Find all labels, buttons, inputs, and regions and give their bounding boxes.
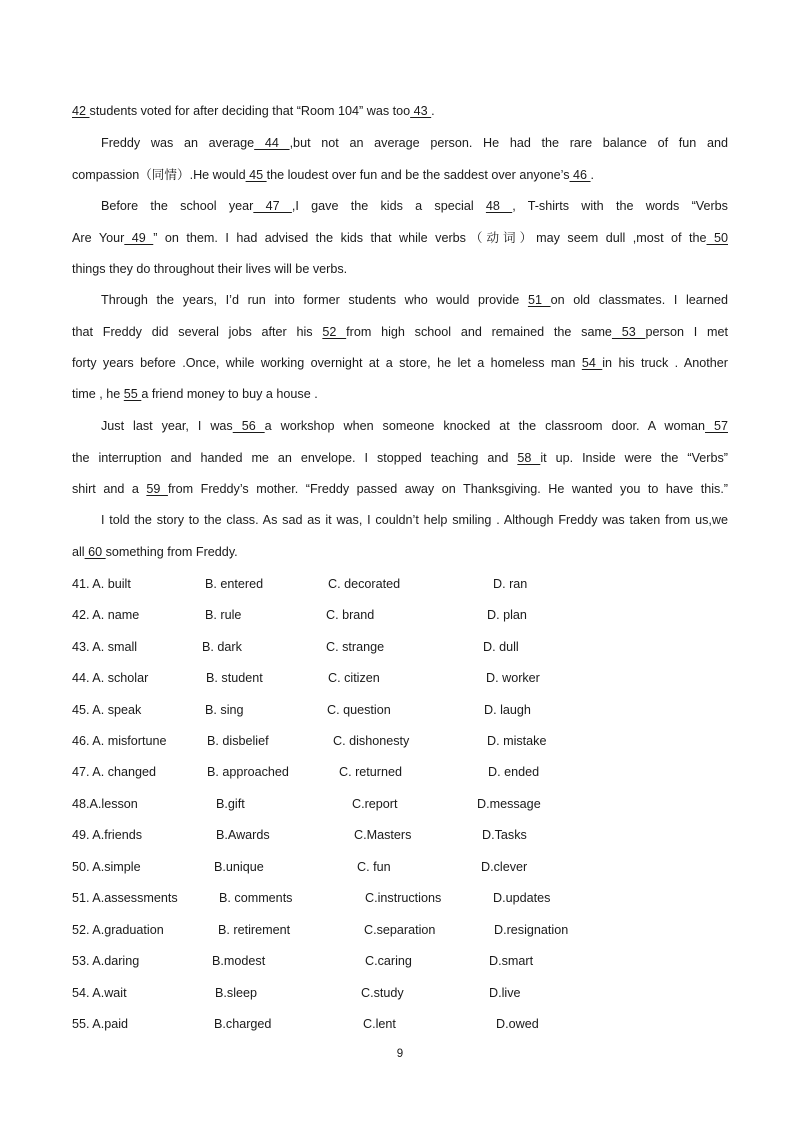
- option-d: D. dull: [483, 640, 519, 654]
- blank-52: 52: [322, 325, 347, 339]
- option-b: B. sing: [205, 703, 244, 717]
- option-c: C.caring: [365, 954, 412, 968]
- option-c: C. returned: [339, 765, 402, 779]
- passage-line-8: that Freddy did several jobs after his 52 from high school and remained the same 53 person I met: [72, 325, 729, 339]
- passage-line-13: shirt and a 59 from Freddy’s mother. “Freddy passed away on Thanksgiving. He wanted you to have this.”: [72, 482, 729, 496]
- option-a: 54. A.wait: [72, 986, 127, 1000]
- blank-54: 54: [581, 356, 603, 370]
- passage-line-2: Freddy was an average 44 ,but not an average person. He had the rare balance of fun and: [101, 136, 728, 150]
- passage-line-7: Through the years, I’d run into former students who would provide 51 on old classmates. I learned: [101, 293, 728, 307]
- passage-line-4: Before the school year 47 ,I gave the kids a special 48 , T-shirts with the words “Verbs: [101, 199, 728, 213]
- option-c: C.Masters: [354, 828, 412, 842]
- question-42: [72, 607, 728, 623]
- option-d: D. ran: [493, 577, 528, 591]
- option-d: D. worker: [486, 671, 540, 685]
- page-number: 9: [396, 1048, 404, 1060]
- blank-46: 46: [569, 168, 591, 182]
- option-c: C.instructions: [365, 891, 442, 905]
- option-b: B.Awards: [216, 828, 270, 842]
- passage-line-14: I told the story to the class. As sad as it was, I couldn’t help smiling . Although Freddy was taken from us,we: [101, 513, 728, 527]
- option-b: B. entered: [205, 577, 264, 591]
- blank-43: 43: [410, 104, 432, 118]
- blank-57: 57: [705, 419, 728, 433]
- option-b: B. comments: [219, 891, 293, 905]
- option-d: D.updates: [493, 891, 551, 905]
- option-b: B. dark: [202, 640, 242, 654]
- blank-44: 44: [254, 136, 290, 150]
- blank-56: 56: [232, 419, 265, 433]
- option-b: B. approached: [207, 765, 289, 779]
- option-b: B.sleep: [215, 986, 258, 1000]
- option-b: B. retirement: [218, 923, 291, 937]
- option-c: C. decorated: [328, 577, 401, 591]
- option-d: D. ended: [488, 765, 540, 779]
- question-46: [72, 733, 728, 749]
- option-b: B.unique: [214, 860, 264, 874]
- blank-60: 60: [84, 545, 106, 559]
- option-b: B.charged: [214, 1017, 272, 1031]
- question-48: [72, 796, 728, 812]
- blank-58: 58: [517, 451, 541, 465]
- option-a: 41. A. built: [72, 577, 131, 591]
- passage-line-6: things they do throughout their lives will be verbs.: [72, 262, 348, 276]
- option-c: C. dishonesty: [333, 734, 410, 748]
- option-c: C.separation: [364, 923, 436, 937]
- passage-line-11: Just last year, I was 56 a workshop when someone knocked at the classroom door. A woman 57: [101, 419, 728, 433]
- question-52: [72, 922, 728, 938]
- passage-line-3: compassion（同情）.He would 45 the loudest over fun and be the saddest over anyone’s 46 .: [72, 168, 595, 182]
- passage-line-5: Are Your 49 ” on them. I had advised the kids that while verbs（动词）may seem dull ,most of the 50: [72, 231, 728, 245]
- blank-42: 42: [72, 104, 90, 118]
- option-a: 43. A. small: [72, 640, 138, 654]
- question-47: [72, 764, 728, 780]
- option-d: D.owed: [496, 1017, 539, 1031]
- passage-line-10: time , he 55 a friend money to buy a house .: [72, 387, 318, 401]
- blank-55: 55: [123, 387, 142, 401]
- option-a: 46. A. misfortune: [72, 734, 167, 748]
- option-d: D.live: [489, 986, 521, 1000]
- question-53: [72, 953, 728, 969]
- question-49: [72, 827, 728, 843]
- option-a: 44. A. scholar: [72, 671, 149, 685]
- option-c: C.study: [361, 986, 404, 1000]
- option-c: C.lent: [363, 1017, 396, 1031]
- blank-51: 51: [527, 293, 551, 307]
- question-50: [72, 859, 728, 875]
- option-b: B. disbelief: [207, 734, 269, 748]
- option-d: D. laugh: [484, 703, 531, 717]
- question-43: [72, 639, 728, 655]
- option-d: D.clever: [481, 860, 528, 874]
- question-51: [72, 890, 728, 906]
- option-c: C. citizen: [328, 671, 380, 685]
- blank-47: 47: [253, 199, 292, 213]
- passage-line-9: forty years before .Once, while working overnight at a store, he let a homeless man 54 in his truck . Another: [72, 356, 728, 370]
- option-a: 50. A.simple: [72, 860, 141, 874]
- option-a: 48.A.lesson: [72, 797, 138, 811]
- option-b: B. student: [206, 671, 263, 685]
- option-d: D. mistake: [487, 734, 547, 748]
- passage-line-12: the interruption and handed me an envelope. I stopped teaching and 58 it up. Inside were the “Verbs”: [72, 451, 728, 465]
- blank-59: 59: [146, 482, 168, 496]
- option-b: B.modest: [212, 954, 266, 968]
- blank-49: 49: [124, 231, 154, 245]
- question-54: [72, 985, 728, 1001]
- option-a: 55. A.paid: [72, 1017, 129, 1031]
- option-a: 42. A. name: [72, 608, 140, 622]
- option-d: D.Tasks: [482, 828, 527, 842]
- option-c: C.report: [352, 797, 398, 811]
- option-a: 45. A. speak: [72, 703, 142, 717]
- option-c: C. fun: [357, 860, 391, 874]
- passage-line-1: 42 students voted for after deciding that “Room 104” was too 43 .: [72, 104, 435, 118]
- option-d: D.smart: [489, 954, 534, 968]
- question-45: [72, 702, 728, 718]
- option-c: C. question: [327, 703, 391, 717]
- option-c: C. brand: [326, 608, 375, 622]
- option-c: C. strange: [326, 640, 385, 654]
- blank-48: 48: [485, 199, 513, 213]
- option-a: 53. A.daring: [72, 954, 140, 968]
- option-a: 51. A.assessments: [72, 891, 178, 905]
- option-a: 49. A.friends: [72, 828, 143, 842]
- blank-45: 45: [245, 168, 267, 182]
- option-a: 47. A. changed: [72, 765, 157, 779]
- option-b: B. rule: [205, 608, 242, 622]
- blank-50: 50: [706, 231, 728, 245]
- option-d: D.resignation: [494, 923, 569, 937]
- option-d: D. plan: [487, 608, 527, 622]
- passage-line-15: all 60 something from Freddy.: [72, 545, 238, 559]
- option-a: 52. A.graduation: [72, 923, 164, 937]
- question-55: [72, 1016, 728, 1032]
- option-b: B.gift: [216, 797, 245, 811]
- option-d: D.message: [477, 797, 541, 811]
- blank-53: 53: [611, 325, 646, 339]
- question-41: [72, 576, 728, 592]
- question-44: [72, 670, 728, 686]
